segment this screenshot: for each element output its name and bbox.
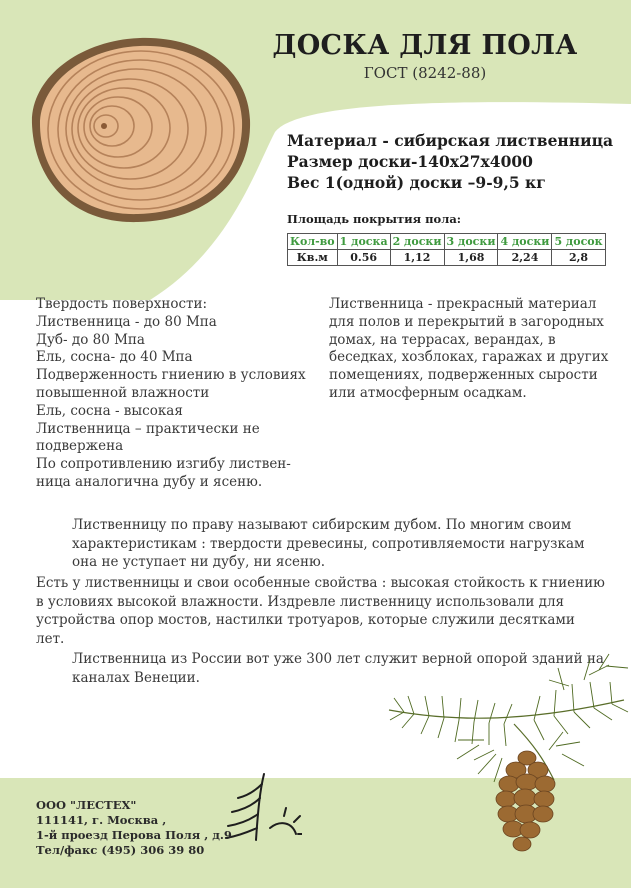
coverage-area-label: Кв.м <box>288 250 338 266</box>
property-line: Ель, сосна - высокая <box>36 402 183 419</box>
coverage-label: Площадь покрытия пола: <box>287 212 462 226</box>
coverage-column-header: 1 доска <box>337 234 390 250</box>
coverage-column-header: 3 доски <box>444 234 498 250</box>
usage-text: Лиственница - прекрасный материал для полов и перекрытий в загородных домах, на террасах, верандах, в беседках, хозблоках, гаражах и других помещениях, подверженных сырости или атмосферным осадкам. <box>329 296 609 401</box>
property-line: Лиственница - до 80 Мпа <box>36 313 217 330</box>
paragraph-siberian-oak <box>36 516 606 572</box>
paragraph-text: Лиственницу по праву называют сибирским дубом. По многим своим характеристикам : твердости древесины, сопротивляемости нагрузкам она не уступает ни дубу, ни ясеню. <box>72 517 585 570</box>
gost-subtitle: ГОСТ (8242-88) <box>363 64 487 82</box>
company-contacts <box>36 798 232 858</box>
specs-block <box>287 130 613 193</box>
coverage-value-row <box>288 250 606 266</box>
coverage-qty-label: Кол-во <box>288 234 338 250</box>
coverage-value: 1,12 <box>390 250 444 266</box>
spec-material: Материал - сибирская лиственница <box>287 131 614 150</box>
coverage-value: 0.56 <box>337 250 390 266</box>
company-logo-icon <box>222 770 302 850</box>
company-address: 1-й проезд Перова Поля , д.9 <box>36 828 232 842</box>
coverage-column-header: 5 досок <box>552 234 605 250</box>
property-line: Ель, сосна- до 40 Мпа <box>36 349 193 366</box>
coverage-value: 1,68 <box>444 250 498 266</box>
coverage-value: 2,8 <box>552 250 605 266</box>
coverage-column-header: 2 доски <box>390 234 444 250</box>
property-line: Лиственница – практически не подвержена <box>36 420 260 455</box>
spec-size: Размер доски-140х27х4000 <box>287 152 533 171</box>
paragraph-text: Лиственница из России вот уже 300 лет служит верной опорой зданий на каналах Венеции. <box>72 651 604 686</box>
coverage-header-row <box>288 234 606 250</box>
coverage-table <box>287 233 606 266</box>
spec-weight: Вес 1(одной) доски –9-9,5 кг <box>287 173 546 192</box>
paragraph-properties: Есть у лиственницы и свои особенные свойства : высокая стойкость к гниению в условиях высокой влажности. Издревле лиственницу использовали для устройства опор мостов, настилки тротуаров, которые служили десятками лет. <box>36 575 605 647</box>
page-title: ДОСКА ДЛЯ ПОЛА <box>272 30 578 61</box>
coverage-column-header: 4 доски <box>498 234 552 250</box>
property-line: Твердость поверхности: <box>36 296 208 312</box>
coverage-value: 2,24 <box>498 250 552 266</box>
company-phone: Тел/факс (495) 306 39 80 <box>36 843 205 857</box>
company-name: ООО "ЛЕСТЕХ" <box>36 798 137 812</box>
company-zip: 111141, г. Москва , <box>36 813 167 827</box>
property-line: По сопротивлению изгибу листвен-ница аналогична дубу и ясеню. <box>36 456 291 490</box>
property-line: Дуб- до 80 Мпа <box>36 331 145 348</box>
properties-text <box>36 296 316 492</box>
larch-cone-branch-image <box>384 650 631 875</box>
wood-cross-section-image <box>20 28 258 228</box>
property-line: Подверженность гниению в условиях повышенной влажности <box>36 367 306 401</box>
